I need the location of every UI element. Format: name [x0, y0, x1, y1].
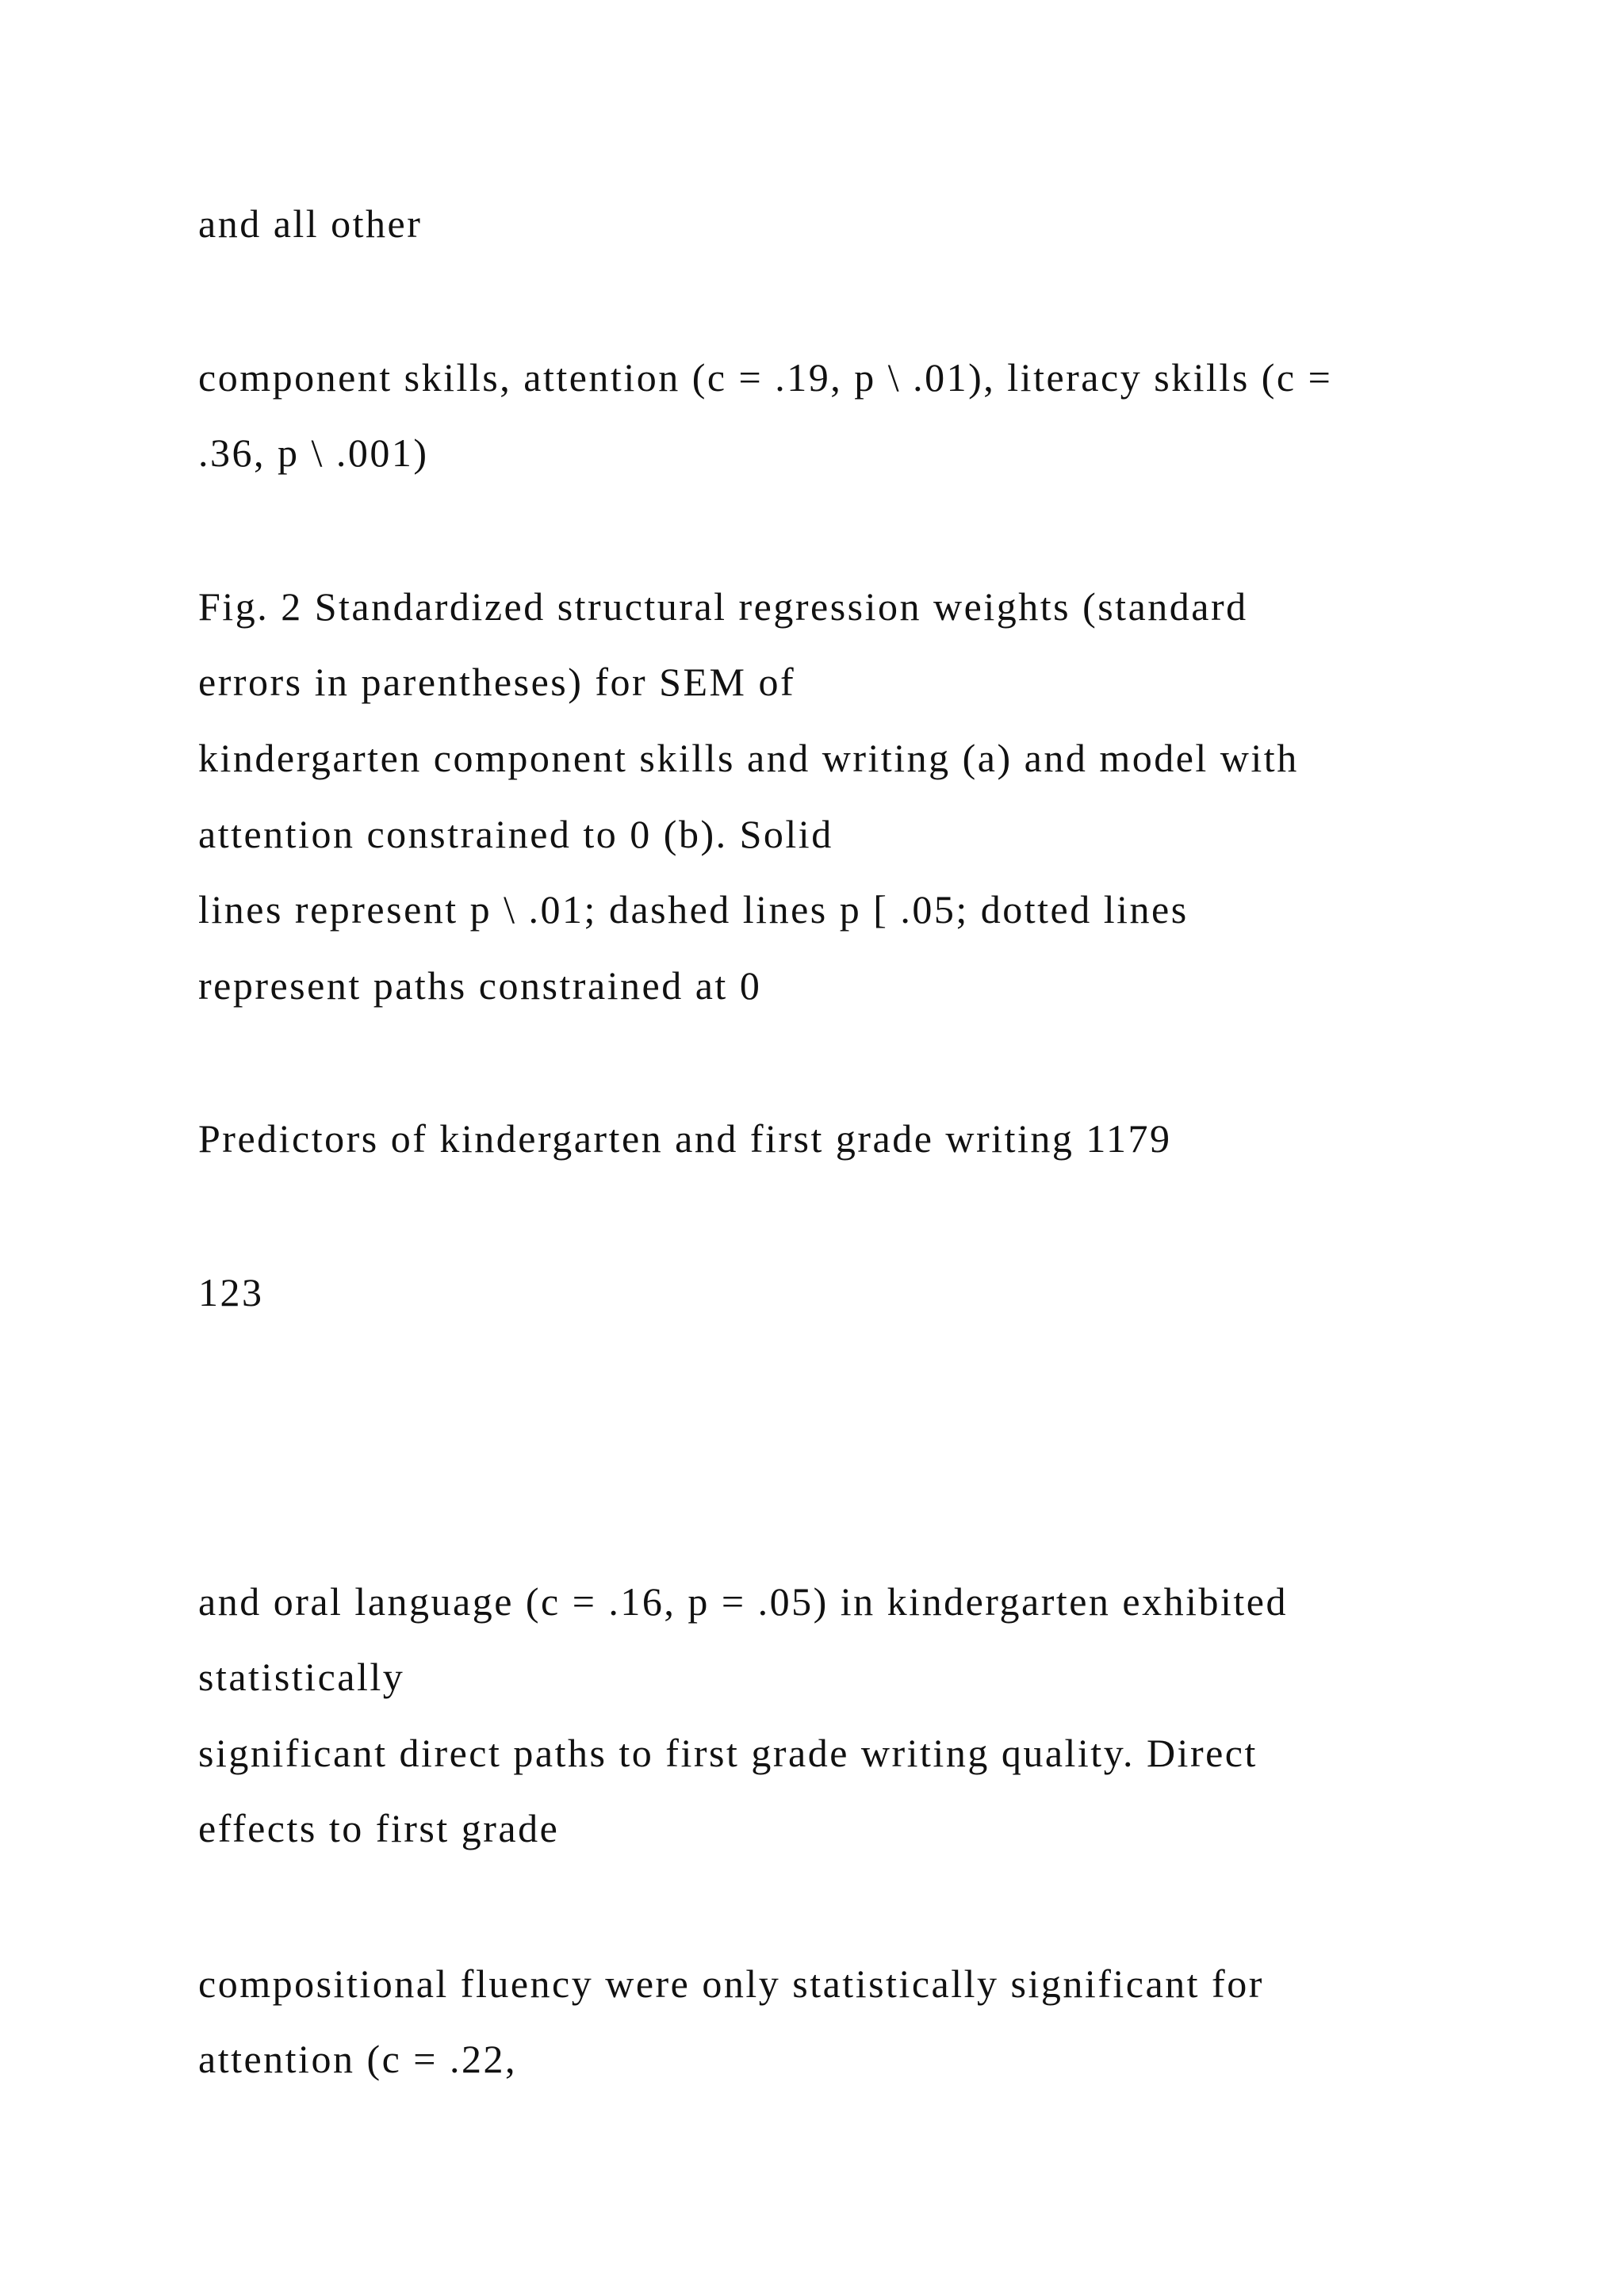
figure-caption-line: kindergarten component skills and writing (a) and model with — [198, 736, 1299, 780]
text-line: attention (c = .22, — [198, 2037, 517, 2081]
figure-caption-line: errors in parentheses) for SEM of — [198, 660, 796, 704]
text-line: statistically — [198, 1655, 405, 1699]
text-line: compositional fluency were only statistically significant for — [198, 1961, 1264, 2006]
text-line: component skills, attention (c = .19, p \ .01), literacy skills (c = — [198, 355, 1333, 400]
figure-caption-line: Fig. 2 Standardized structural regression weights (standard — [198, 584, 1248, 629]
text-line: .36, p \ .001) — [198, 430, 429, 475]
page-number: 123 — [198, 1270, 264, 1314]
text-line: significant direct paths to first grade writing quality. Direct — [198, 1731, 1258, 1775]
text-line: effects to first grade — [198, 1806, 560, 1850]
text-line: and oral language (c = .16, p = .05) in kindergarten exhibited — [198, 1579, 1288, 1624]
text-line: and all other — [198, 201, 423, 246]
figure-caption-line: represent paths constrained at 0 — [198, 963, 762, 1008]
running-head: Predictors of kindergarten and first grade writing 1179 — [198, 1116, 1172, 1161]
figure-caption-line: attention constrained to 0 (b). Solid — [198, 812, 833, 856]
figure-caption-line: lines represent p \ .01; dashed lines p [ .05; dotted lines — [198, 887, 1189, 932]
